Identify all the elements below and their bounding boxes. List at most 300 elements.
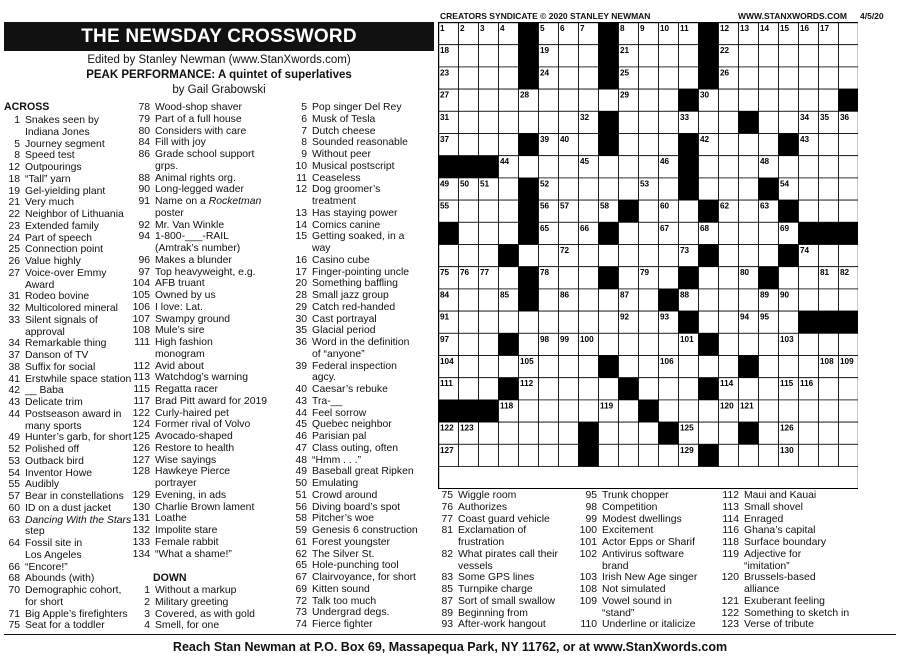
- grid-cell[interactable]: [499, 356, 519, 378]
- grid-cell[interactable]: [659, 178, 679, 200]
- grid-cell[interactable]: [579, 267, 599, 289]
- grid-cell[interactable]: [839, 178, 859, 200]
- clue-across-78[interactable]: [126, 102, 306, 114]
- grid-cell[interactable]: [739, 444, 759, 466]
- grid-cell[interactable]: [659, 134, 679, 156]
- grid-cell[interactable]: [819, 245, 839, 267]
- grid-cell[interactable]: [739, 200, 759, 222]
- clue-down-40[interactable]: [283, 384, 443, 396]
- clue-across-97[interactable]: [126, 267, 306, 279]
- grid-cell[interactable]: [839, 200, 859, 222]
- grid-cell[interactable]: [639, 156, 659, 178]
- grid-cell[interactable]: [839, 45, 859, 67]
- clue-down-45[interactable]: [283, 419, 443, 431]
- clue-down-36[interactable]: [283, 337, 443, 349]
- clue-down-75[interactable]: [429, 490, 579, 502]
- grid-cell[interactable]: [539, 245, 559, 267]
- grid-cell[interactable]: [639, 45, 659, 67]
- grid-cell[interactable]: [559, 444, 579, 466]
- grid-cell[interactable]: [439, 245, 459, 267]
- grid-cell[interactable]: [639, 222, 659, 244]
- clue-down-98[interactable]: [573, 502, 723, 514]
- clue-continuation[interactable]: [573, 608, 723, 620]
- grid-cell[interactable]: [839, 333, 859, 355]
- grid-cell[interactable]: [799, 178, 819, 200]
- grid-cell[interactable]: [619, 267, 639, 289]
- clue-continuation[interactable]: [126, 478, 306, 490]
- clue-down-3[interactable]: [126, 609, 306, 621]
- grid-cell[interactable]: [499, 178, 519, 200]
- grid-cell[interactable]: [819, 200, 839, 222]
- clue-continuation[interactable]: [126, 161, 306, 173]
- grid-cell[interactable]: [799, 289, 819, 311]
- grid-cell[interactable]: [759, 422, 779, 444]
- grid-cell[interactable]: [779, 311, 799, 333]
- clue-continuation[interactable]: [283, 196, 443, 208]
- clue-across-104[interactable]: [126, 278, 306, 290]
- grid-cell[interactable]: [499, 45, 519, 67]
- grid-cell[interactable]: [579, 134, 599, 156]
- grid-cell[interactable]: [539, 111, 559, 133]
- clue-down-83[interactable]: [429, 572, 579, 584]
- grid-cell[interactable]: [459, 245, 479, 267]
- grid-cell[interactable]: [679, 356, 699, 378]
- clue-down-39[interactable]: [283, 361, 443, 373]
- grid-cell[interactable]: [559, 45, 579, 67]
- grid-cell[interactable]: [479, 89, 499, 111]
- grid-cell[interactable]: [699, 111, 719, 133]
- clue-down-116[interactable]: [715, 525, 900, 537]
- grid-cell[interactable]: [719, 178, 739, 200]
- clue-down-5[interactable]: [283, 102, 443, 114]
- clue-across-130[interactable]: [126, 502, 306, 514]
- grid-cell[interactable]: [699, 422, 719, 444]
- clue-continuation[interactable]: [126, 349, 306, 361]
- clue-down-61[interactable]: [283, 537, 443, 549]
- clue-continuation[interactable]: [283, 372, 443, 384]
- clue-down-100[interactable]: [573, 525, 723, 537]
- clue-across-115[interactable]: [126, 384, 306, 396]
- clue-across-86[interactable]: [126, 149, 306, 161]
- grid-cell[interactable]: [639, 422, 659, 444]
- grid-cell[interactable]: [459, 200, 479, 222]
- grid-cell[interactable]: [759, 134, 779, 156]
- grid-cell[interactable]: [719, 444, 739, 466]
- clue-down-109[interactable]: [573, 596, 723, 608]
- grid-cell[interactable]: [799, 267, 819, 289]
- grid-cell[interactable]: [839, 289, 859, 311]
- grid-cell[interactable]: [639, 200, 659, 222]
- grid-cell[interactable]: [719, 111, 739, 133]
- grid-cell[interactable]: [559, 267, 579, 289]
- grid-cell[interactable]: [619, 356, 639, 378]
- grid-cell[interactable]: [599, 289, 619, 311]
- grid-cell[interactable]: [459, 222, 479, 244]
- grid-cell[interactable]: [459, 311, 479, 333]
- grid-cell[interactable]: [799, 422, 819, 444]
- grid-cell[interactable]: [819, 89, 839, 111]
- grid-cell[interactable]: [539, 311, 559, 333]
- grid-cell[interactable]: [479, 245, 499, 267]
- clue-continuation[interactable]: [126, 208, 306, 220]
- clue-down-10[interactable]: [283, 161, 443, 173]
- grid-cell[interactable]: [559, 67, 579, 89]
- grid-cell[interactable]: [499, 200, 519, 222]
- grid-cell[interactable]: [819, 178, 839, 200]
- grid-cell[interactable]: [839, 422, 859, 444]
- clue-down-123[interactable]: [715, 619, 900, 631]
- clue-continuation[interactable]: [126, 243, 306, 255]
- clue-down-110[interactable]: [573, 619, 723, 631]
- grid-cell[interactable]: [559, 378, 579, 400]
- grid-cell[interactable]: [519, 400, 539, 422]
- clue-down-9[interactable]: [283, 149, 443, 161]
- clue-down-82[interactable]: [429, 549, 579, 561]
- grid-cell[interactable]: [559, 422, 579, 444]
- grid-cell[interactable]: [659, 378, 679, 400]
- clue-down-74[interactable]: [283, 619, 443, 631]
- clue-down-112[interactable]: [715, 490, 900, 502]
- grid-cell[interactable]: [539, 378, 559, 400]
- grid-cell[interactable]: [659, 400, 679, 422]
- clue-down-50[interactable]: [283, 478, 443, 490]
- clue-down-93[interactable]: [429, 619, 579, 631]
- clue-down-101[interactable]: [573, 537, 723, 549]
- grid-cell[interactable]: [599, 378, 619, 400]
- grid-cell[interactable]: [799, 400, 819, 422]
- clue-continuation[interactable]: [429, 537, 579, 549]
- grid-cell[interactable]: [479, 356, 499, 378]
- clue-down-6[interactable]: [283, 114, 443, 126]
- grid-cell[interactable]: [759, 245, 779, 267]
- grid-cell[interactable]: [459, 111, 479, 133]
- clue-across-112[interactable]: [126, 361, 306, 373]
- grid-cell[interactable]: [839, 245, 859, 267]
- clue-down-30[interactable]: [283, 314, 443, 326]
- grid-cell[interactable]: [759, 222, 779, 244]
- grid-cell[interactable]: [619, 333, 639, 355]
- grid-cell[interactable]: [479, 111, 499, 133]
- clue-down-28[interactable]: [283, 290, 443, 302]
- grid-cell[interactable]: [479, 444, 499, 466]
- grid-cell[interactable]: [539, 400, 559, 422]
- grid-cell[interactable]: [779, 67, 799, 89]
- grid-cell[interactable]: [819, 45, 839, 67]
- grid-cell[interactable]: [719, 422, 739, 444]
- grid-cell[interactable]: [599, 245, 619, 267]
- clue-across-128[interactable]: [126, 466, 306, 478]
- clue-down-121[interactable]: [715, 596, 900, 608]
- clue-down-48[interactable]: [283, 455, 443, 467]
- grid-cell[interactable]: [679, 45, 699, 67]
- grid-cell[interactable]: [719, 289, 739, 311]
- grid-cell[interactable]: [759, 444, 779, 466]
- clue-down-114[interactable]: [715, 514, 900, 526]
- grid-cell[interactable]: [699, 156, 719, 178]
- grid-cell[interactable]: [699, 289, 719, 311]
- grid-cell[interactable]: [579, 200, 599, 222]
- clue-down-102[interactable]: [573, 549, 723, 561]
- clue-across-127[interactable]: [126, 455, 306, 467]
- clue-across-125[interactable]: [126, 431, 306, 443]
- grid-cell[interactable]: [759, 67, 779, 89]
- grid-cell[interactable]: [799, 67, 819, 89]
- clue-down-95[interactable]: [573, 490, 723, 502]
- grid-cell[interactable]: [619, 400, 639, 422]
- grid-cell[interactable]: [739, 156, 759, 178]
- grid-cell[interactable]: [579, 178, 599, 200]
- grid-cell[interactable]: [619, 245, 639, 267]
- clue-across-134[interactable]: [126, 549, 306, 561]
- grid-cell[interactable]: [599, 178, 619, 200]
- grid-cell[interactable]: [799, 45, 819, 67]
- grid-cell[interactable]: [639, 356, 659, 378]
- grid-cell[interactable]: [739, 178, 759, 200]
- grid-cell[interactable]: [459, 378, 479, 400]
- clue-down-62[interactable]: [283, 549, 443, 561]
- grid-cell[interactable]: [719, 356, 739, 378]
- clue-down-65[interactable]: [283, 560, 443, 572]
- grid-cell[interactable]: [619, 222, 639, 244]
- clue-across-68[interactable]: [0, 573, 156, 585]
- grid-cell[interactable]: [539, 356, 559, 378]
- clue-across-122[interactable]: [126, 408, 306, 420]
- clue-down-15[interactable]: [283, 231, 443, 243]
- grid-cell[interactable]: [559, 178, 579, 200]
- grid-cell[interactable]: [739, 222, 759, 244]
- grid-cell[interactable]: [559, 156, 579, 178]
- clue-down-8[interactable]: [283, 137, 443, 149]
- grid-cell[interactable]: [819, 422, 839, 444]
- clue-continuation[interactable]: [283, 243, 443, 255]
- grid-cell[interactable]: [499, 444, 519, 466]
- grid-cell[interactable]: [599, 311, 619, 333]
- clue-across-94[interactable]: [126, 231, 306, 243]
- grid-cell[interactable]: [519, 333, 539, 355]
- clue-across-131[interactable]: [126, 513, 306, 525]
- clue-across-80[interactable]: [126, 126, 306, 138]
- grid-cell[interactable]: [499, 267, 519, 289]
- grid-cell[interactable]: [499, 222, 519, 244]
- clue-down-119[interactable]: [715, 549, 900, 561]
- grid-cell[interactable]: [779, 45, 799, 67]
- grid-cell[interactable]: [579, 245, 599, 267]
- grid-cell[interactable]: [679, 400, 699, 422]
- grid-cell[interactable]: [719, 156, 739, 178]
- clue-across-84[interactable]: [126, 137, 306, 149]
- grid-cell[interactable]: [579, 378, 599, 400]
- clue-across-111[interactable]: [126, 337, 306, 349]
- grid-cell[interactable]: [579, 289, 599, 311]
- grid-cell[interactable]: [579, 89, 599, 111]
- clue-across-124[interactable]: [126, 419, 306, 431]
- grid-cell[interactable]: [819, 333, 839, 355]
- grid-cell[interactable]: [759, 45, 779, 67]
- grid-cell[interactable]: [559, 111, 579, 133]
- grid-cell[interactable]: [839, 134, 859, 156]
- grid-cell[interactable]: [499, 67, 519, 89]
- grid-cell[interactable]: [779, 89, 799, 111]
- grid-cell[interactable]: [719, 222, 739, 244]
- grid-cell[interactable]: [819, 289, 839, 311]
- clue-down-44[interactable]: [283, 408, 443, 420]
- clue-across-132[interactable]: [126, 525, 306, 537]
- grid-cell[interactable]: [839, 444, 859, 466]
- grid-cell[interactable]: [759, 356, 779, 378]
- clue-down-7[interactable]: [283, 126, 443, 138]
- clue-across-133[interactable]: [126, 537, 306, 549]
- clue-down-17[interactable]: [283, 267, 443, 279]
- grid-cell[interactable]: [839, 67, 859, 89]
- clue-down-14[interactable]: [283, 220, 443, 232]
- grid-cell[interactable]: [739, 289, 759, 311]
- grid-cell[interactable]: [699, 400, 719, 422]
- clue-down-77[interactable]: [429, 514, 579, 526]
- grid-cell[interactable]: [679, 222, 699, 244]
- grid-cell[interactable]: [739, 45, 759, 67]
- grid-cell[interactable]: [539, 422, 559, 444]
- grid-cell[interactable]: [779, 111, 799, 133]
- clue-continuation[interactable]: [573, 561, 723, 573]
- clue-down-47[interactable]: [283, 443, 443, 455]
- clue-down-122[interactable]: [715, 608, 900, 620]
- grid-cell[interactable]: [659, 89, 679, 111]
- grid-cell[interactable]: [619, 178, 639, 200]
- grid-cell[interactable]: [679, 378, 699, 400]
- grid-cell[interactable]: [739, 67, 759, 89]
- grid-cell[interactable]: [699, 356, 719, 378]
- grid-cell[interactable]: [719, 245, 739, 267]
- grid-cell[interactable]: [499, 134, 519, 156]
- grid-cell[interactable]: [659, 111, 679, 133]
- crossword-grid[interactable]: [438, 22, 858, 489]
- clue-down-12[interactable]: [283, 184, 443, 196]
- clue-down-69[interactable]: [283, 584, 443, 596]
- clue-down-103[interactable]: [573, 572, 723, 584]
- clue-down-49[interactable]: [283, 466, 443, 478]
- clue-continuation[interactable]: [715, 584, 900, 596]
- clue-across-66[interactable]: [0, 562, 156, 574]
- grid-cell[interactable]: [739, 134, 759, 156]
- grid-cell[interactable]: [599, 444, 619, 466]
- grid-cell[interactable]: [599, 89, 619, 111]
- grid-cell[interactable]: [479, 378, 499, 400]
- grid-cell[interactable]: [619, 111, 639, 133]
- grid-cell[interactable]: [479, 311, 499, 333]
- clue-down-72[interactable]: [283, 596, 443, 608]
- grid-cell[interactable]: [499, 111, 519, 133]
- grid-cell[interactable]: [459, 89, 479, 111]
- grid-cell[interactable]: [779, 267, 799, 289]
- grid-cell[interactable]: [599, 333, 619, 355]
- clue-down-118[interactable]: [715, 537, 900, 549]
- grid-cell[interactable]: [459, 134, 479, 156]
- clue-down-11[interactable]: [283, 173, 443, 185]
- clue-down-108[interactable]: [573, 584, 723, 596]
- grid-cell[interactable]: [539, 156, 559, 178]
- grid-cell[interactable]: [639, 134, 659, 156]
- grid-cell[interactable]: [719, 89, 739, 111]
- clue-continuation[interactable]: [283, 349, 443, 361]
- grid-cell[interactable]: [799, 156, 819, 178]
- grid-cell[interactable]: [779, 400, 799, 422]
- clue-down-113[interactable]: [715, 502, 900, 514]
- clue-across-105[interactable]: [126, 290, 306, 302]
- clue-down-4[interactable]: [126, 620, 306, 632]
- grid-cell[interactable]: [519, 311, 539, 333]
- grid-cell[interactable]: [539, 444, 559, 466]
- clue-down-20[interactable]: [283, 278, 443, 290]
- clue-down-120[interactable]: [715, 572, 900, 584]
- clue-continuation[interactable]: [429, 561, 579, 573]
- grid-cell[interactable]: [819, 134, 839, 156]
- clue-across-92[interactable]: [126, 220, 306, 232]
- grid-cell[interactable]: [479, 134, 499, 156]
- grid-cell[interactable]: [679, 200, 699, 222]
- grid-cell[interactable]: [579, 67, 599, 89]
- grid-cell[interactable]: [779, 156, 799, 178]
- clue-down-16[interactable]: [283, 255, 443, 267]
- grid-cell[interactable]: [819, 444, 839, 466]
- clue-down-29[interactable]: [283, 302, 443, 314]
- clue-down-99[interactable]: [573, 514, 723, 526]
- grid-cell[interactable]: [839, 156, 859, 178]
- grid-cell[interactable]: [819, 156, 839, 178]
- grid-cell[interactable]: [639, 245, 659, 267]
- clue-down-87[interactable]: [429, 596, 579, 608]
- grid-cell[interactable]: [799, 333, 819, 355]
- grid-cell[interactable]: [799, 444, 819, 466]
- grid-cell[interactable]: [459, 45, 479, 67]
- grid-cell[interactable]: [819, 400, 839, 422]
- grid-cell[interactable]: [499, 311, 519, 333]
- grid-cell[interactable]: [799, 356, 819, 378]
- grid-cell[interactable]: [739, 245, 759, 267]
- grid-cell[interactable]: [639, 289, 659, 311]
- clue-across-79[interactable]: [126, 114, 306, 126]
- grid-cell[interactable]: [559, 89, 579, 111]
- grid-cell[interactable]: [659, 333, 679, 355]
- grid-cell[interactable]: [839, 23, 859, 45]
- clue-down-85[interactable]: [429, 584, 579, 596]
- clue-down-59[interactable]: [283, 525, 443, 537]
- clue-down-58[interactable]: [283, 513, 443, 525]
- grid-cell[interactable]: [739, 378, 759, 400]
- grid-cell[interactable]: [639, 311, 659, 333]
- grid-cell[interactable]: [479, 222, 499, 244]
- clue-across-113[interactable]: [126, 372, 306, 384]
- grid-cell[interactable]: [499, 89, 519, 111]
- grid-cell[interactable]: [599, 156, 619, 178]
- clue-across-108[interactable]: [126, 325, 306, 337]
- clue-across-88[interactable]: [126, 173, 306, 185]
- grid-cell[interactable]: [519, 111, 539, 133]
- grid-cell[interactable]: [619, 422, 639, 444]
- grid-cell[interactable]: [579, 311, 599, 333]
- grid-cell[interactable]: [759, 378, 779, 400]
- grid-cell[interactable]: [479, 200, 499, 222]
- grid-cell[interactable]: [659, 45, 679, 67]
- grid-cell[interactable]: [599, 422, 619, 444]
- grid-cell[interactable]: [659, 267, 679, 289]
- grid-cell[interactable]: [759, 89, 779, 111]
- grid-cell[interactable]: [579, 356, 599, 378]
- grid-cell[interactable]: [739, 333, 759, 355]
- grid-cell[interactable]: [639, 89, 659, 111]
- clue-down-43[interactable]: [283, 396, 443, 408]
- grid-cell[interactable]: [719, 267, 739, 289]
- grid-cell[interactable]: [839, 400, 859, 422]
